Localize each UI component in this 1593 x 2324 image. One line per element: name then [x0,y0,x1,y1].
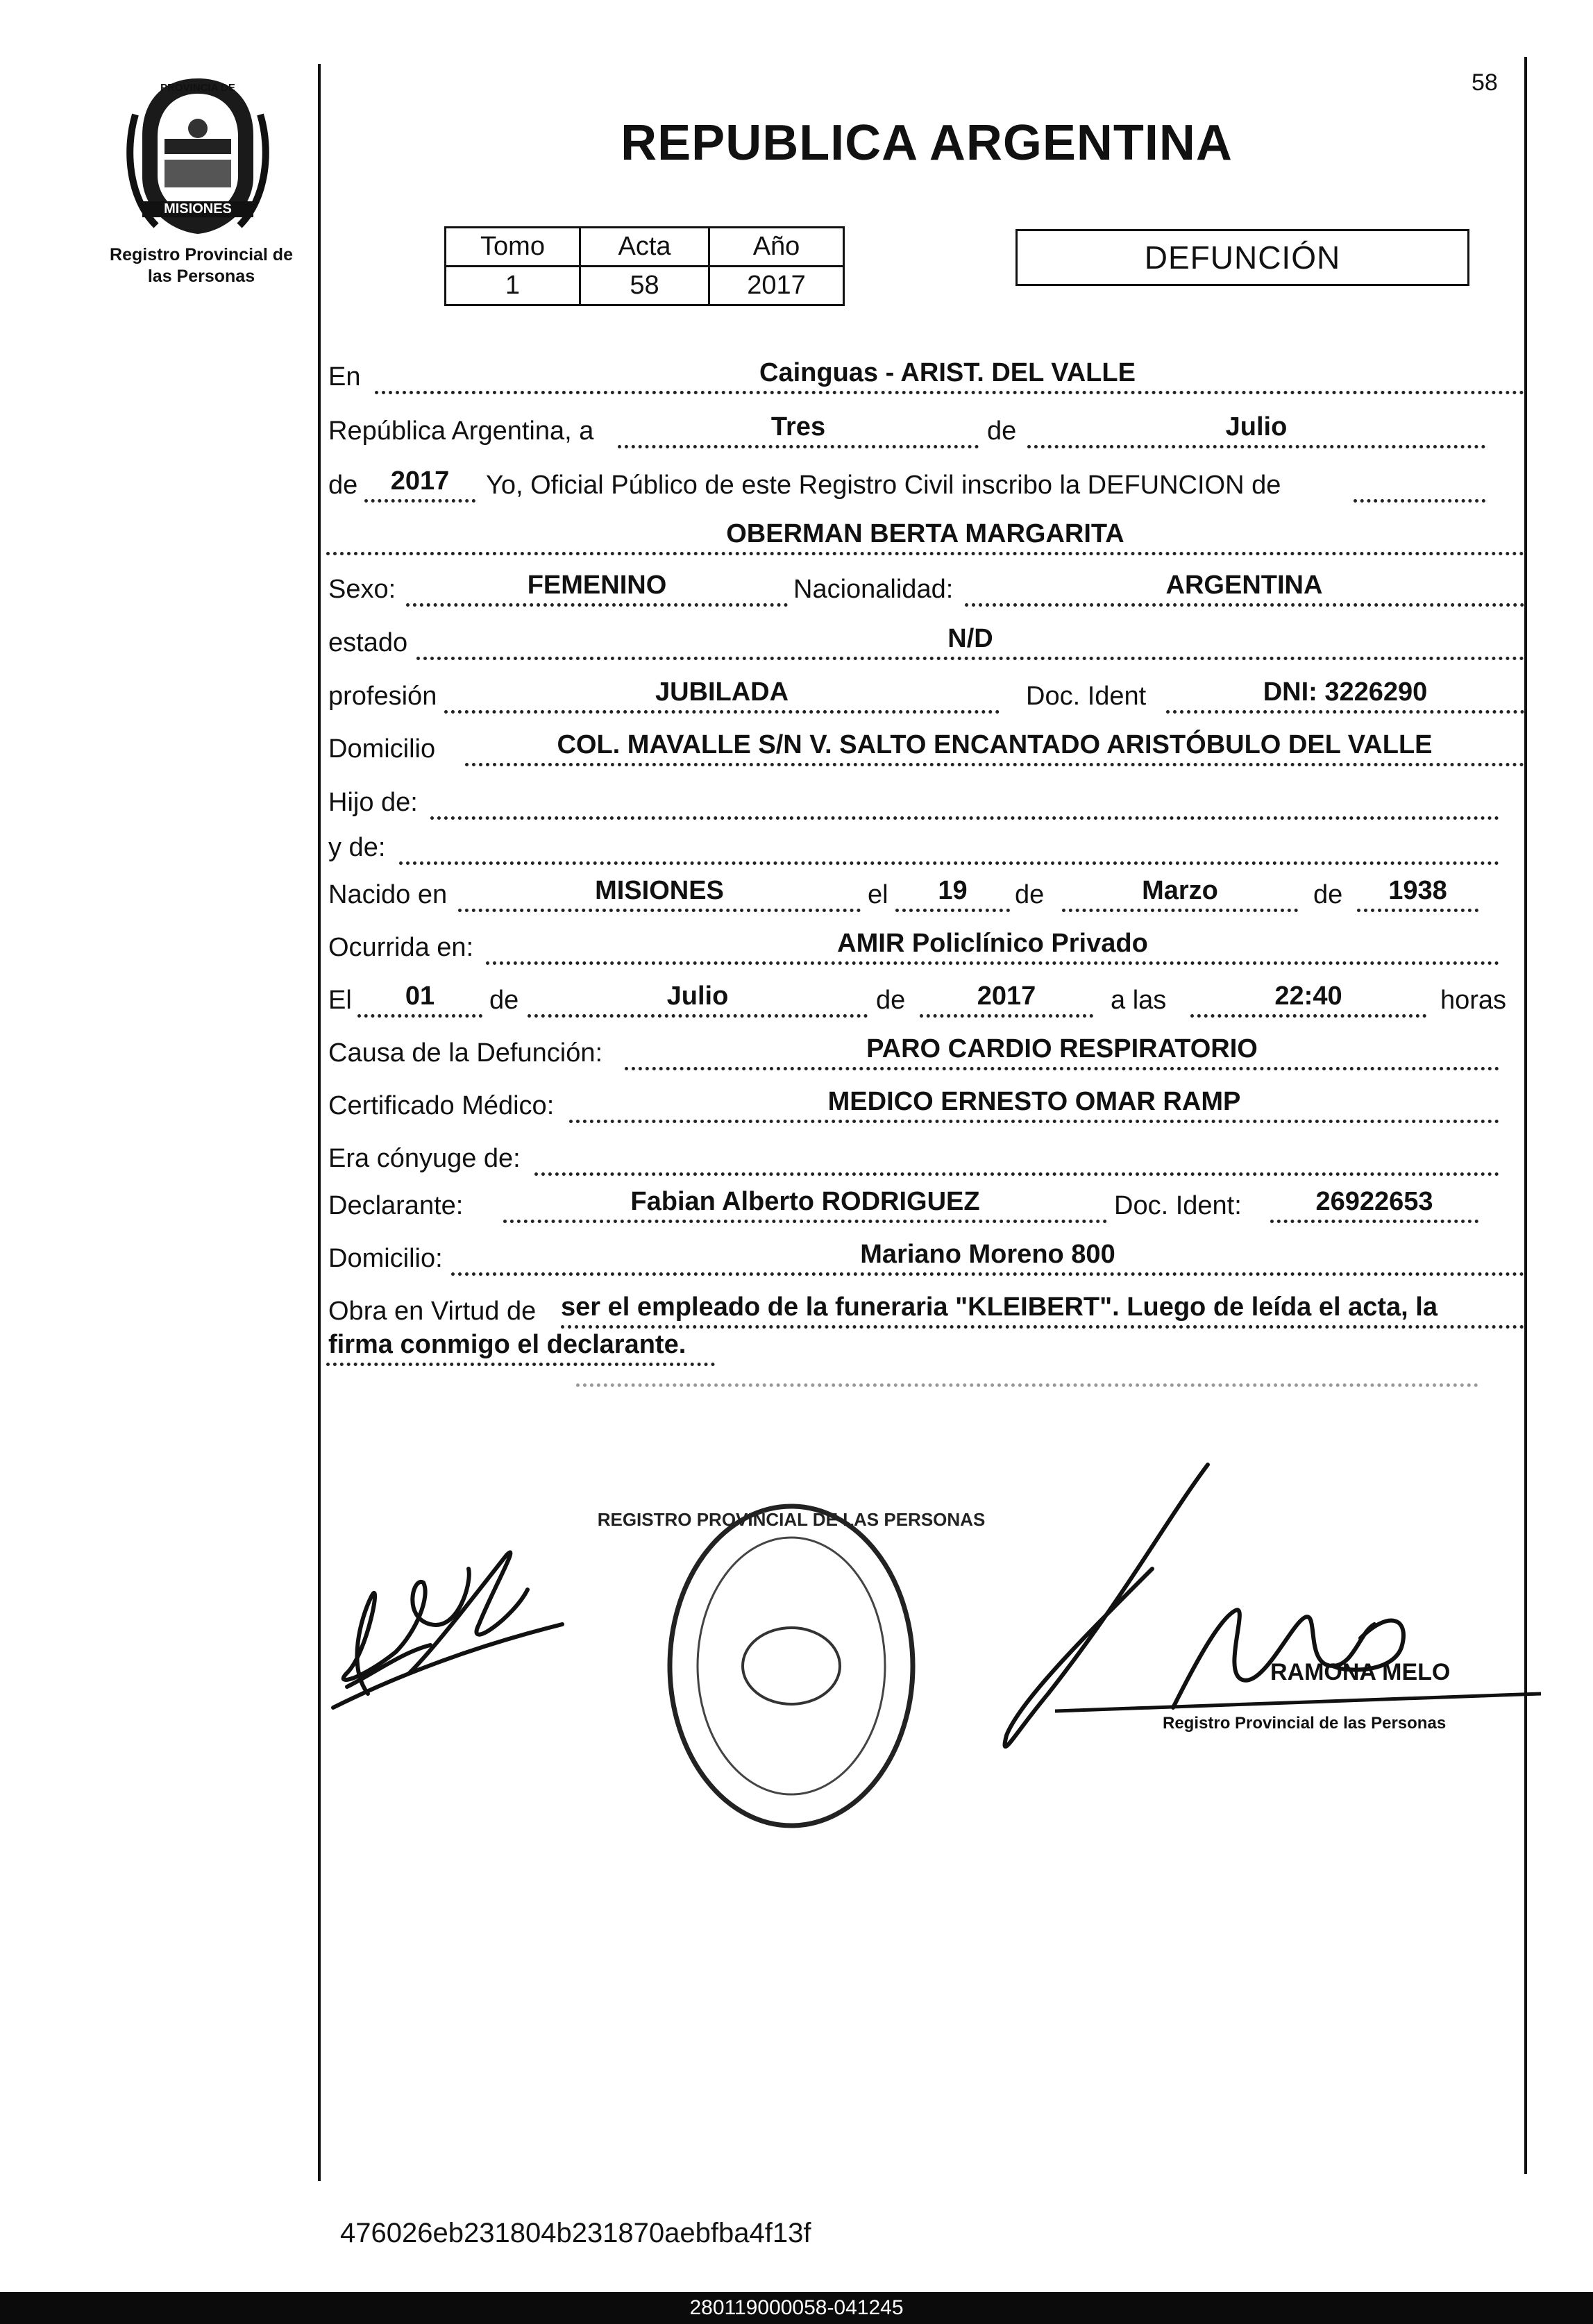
nacido-label: Nacido en [328,880,448,909]
signatures-area [319,1444,1541,1833]
domicilio2-label: Domicilio: [328,1244,443,1273]
record-table-value-ano: 2017 [709,267,844,305]
page-number: 58 [1472,69,1498,96]
causa-label: Causa de la Defunción: [328,1038,603,1068]
officer-name: RAMONA MELO [1270,1659,1451,1685]
de-label-6: de [876,986,906,1015]
ocurrida-label: Ocurrida en: [328,933,474,962]
sexo-dotted-line [406,601,788,607]
declarante-label: Declarante: [328,1191,464,1220]
conyuge-label: Era cónyuge de: [328,1144,521,1173]
birth-month: Marzo [1142,876,1218,905]
registry-label-line1: Registro Provincial de [110,245,293,264]
declarant-signature [333,1552,562,1708]
month-dotted-line [1027,443,1485,448]
seal-text-bottom: MISIONES [142,201,253,217]
hijo-label: Hijo de: [328,788,418,817]
death-year-dotted-line [920,1012,1093,1018]
declarante-dotted-line [503,1218,1107,1223]
year-value: 2017 [390,466,450,496]
record-table-value-tomo: 1 [446,267,580,305]
record-table-value-acta: 58 [580,267,709,305]
certificado-dotted-line [569,1118,1499,1123]
nacionalidad-value: ARGENTINA [1165,571,1323,600]
death-time-dotted-line [1190,1012,1426,1018]
record-table [444,226,845,306]
birth-day: 19 [938,876,968,905]
ocurrida-value: AMIR Policlínico Privado [837,929,1148,958]
birth-year-dotted-line [1357,907,1478,912]
ocurrida-dotted-line [486,959,1499,965]
doc-ident2-dotted-line [1270,1218,1478,1223]
de-label-4: de [1313,880,1343,909]
signature-line [1055,1694,1541,1711]
en-label: En [328,362,361,391]
record-table-header-tomo: Tomo [446,228,580,267]
document-hash: 476026eb231804b231870aebfba4f13f [340,2218,811,2248]
a-las-label: a las [1111,986,1167,1015]
doc-ident2-value: 26922653 [1315,1187,1433,1216]
certificado-value: MEDICO ERNESTO OMAR RAMP [827,1087,1241,1116]
y-de-dotted-line [399,859,1499,865]
profesion-dotted-line [444,708,1000,714]
death-time: 22:40 [1274,982,1342,1011]
year-dotted-line [364,497,475,503]
registry-label-line2: las Personas [147,267,255,286]
domicilio2-value: Mariano Moreno 800 [860,1240,1115,1269]
doc-ident2-label: Doc. Ident: [1114,1191,1242,1220]
faint-dotted-line [576,1381,1478,1387]
stamp-ring-text: REGISTRO PROVINCIAL DE LAS PERSONAS [597,1509,986,1530]
domicilio-dotted-line [465,761,1524,766]
obra-dotted-line-1 [561,1323,1524,1329]
record-table-header-ano: Año [709,228,844,267]
day-value: Tres [770,412,826,441]
estado-label: estado [328,628,408,657]
officer-org: Registro Provincial de las Personas [1163,1714,1447,1733]
estado-value: N/D [947,624,993,653]
certificado-label: Certificado Médico: [328,1091,555,1120]
obra-label: Obra en Virtud de [328,1297,537,1326]
registry-label [97,244,305,287]
nacido-dotted-line [458,907,861,912]
causa-value: PARO CARDIO RESPIRATORIO [866,1034,1258,1063]
doc-ident-dotted-line [1166,708,1524,714]
sexo-value: FEMENINO [527,571,667,600]
conyuge-dotted-line [534,1170,1499,1176]
document-title: REPUBLICA ARGENTINA [621,115,1233,171]
nacionalidad-dotted-line [965,601,1524,607]
el2-label: El [328,986,352,1015]
de-label-2: de [328,471,358,500]
de-label-5: de [489,986,519,1015]
death-day-dotted-line [357,1012,482,1018]
official-round-stamp [598,1506,986,1826]
obra-text-line2: firma conmigo el declarante. [328,1330,686,1359]
estado-dotted-line [416,655,1524,660]
obra-dotted-line-2 [326,1361,715,1366]
y-de-label: y de: [328,833,386,862]
obra-text-line1: ser el empleado de la funeraria "KLEIBERT". Luego de leída el acta, la [561,1292,1438,1322]
declarante-value: Fabian Alberto RODRIGUEZ [630,1187,980,1216]
left-frame-line [318,64,321,2181]
domicilio-value: COL. MAVALLE S/N V. SALTO ENCANTADO ARISTÓBULO DEL VALLE [557,730,1433,759]
month-value: Julio [1225,412,1288,441]
profesion-label: profesión [328,682,437,711]
profesion-value: JUBILADA [655,677,789,707]
causa-dotted-line [625,1065,1499,1070]
record-table-header-row [446,228,844,267]
birth-year: 1938 [1388,876,1447,905]
doc-ident-label: Doc. Ident [1026,682,1147,711]
barcode-id-bar: 280119000058-041245 [0,2292,1593,2324]
seal-text-top: PROVINCIA DE [160,82,235,94]
nacido-value: MISIONES [595,876,724,905]
en-dotted-line [375,389,1524,394]
birth-month-dotted-line [1062,907,1298,912]
death-month-dotted-line [528,1012,868,1018]
de-label-1: de [987,416,1017,446]
death-day: 01 [405,982,435,1011]
day-dotted-line [618,443,979,448]
deceased-name: OBERMAN BERTA MARGARITA [726,519,1124,548]
nacionalidad-label: Nacionalidad: [793,575,954,604]
record-table-header-acta: Acta [580,228,709,267]
death-month: Julio [666,982,729,1011]
el-label: el [868,880,888,909]
republica-label: República Argentina, a [328,416,594,446]
sexo-label: Sexo: [328,575,396,604]
de-label-3: de [1015,880,1045,909]
record-table-value-row [446,267,844,305]
en-value: Cainguas - ARIST. DEL VALLE [759,358,1136,387]
birth-day-dotted-line [895,907,1010,912]
name-dotted-line [326,550,1524,555]
domicilio-label: Domicilio [328,734,436,764]
horas-label: horas [1440,986,1507,1015]
inscribo-dotted-line [1354,497,1485,503]
death-year: 2017 [977,982,1036,1011]
inscribo-text: Yo, Oficial Público de este Registro Civil inscribo la DEFUNCION de [486,471,1281,500]
doc-ident-value: DNI: 3226290 [1263,677,1428,707]
hijo-dotted-line [430,814,1499,820]
domicilio2-dotted-line [451,1270,1524,1276]
record-type-box: DEFUNCIÓN [1015,229,1469,286]
right-frame-line [1524,57,1527,2174]
